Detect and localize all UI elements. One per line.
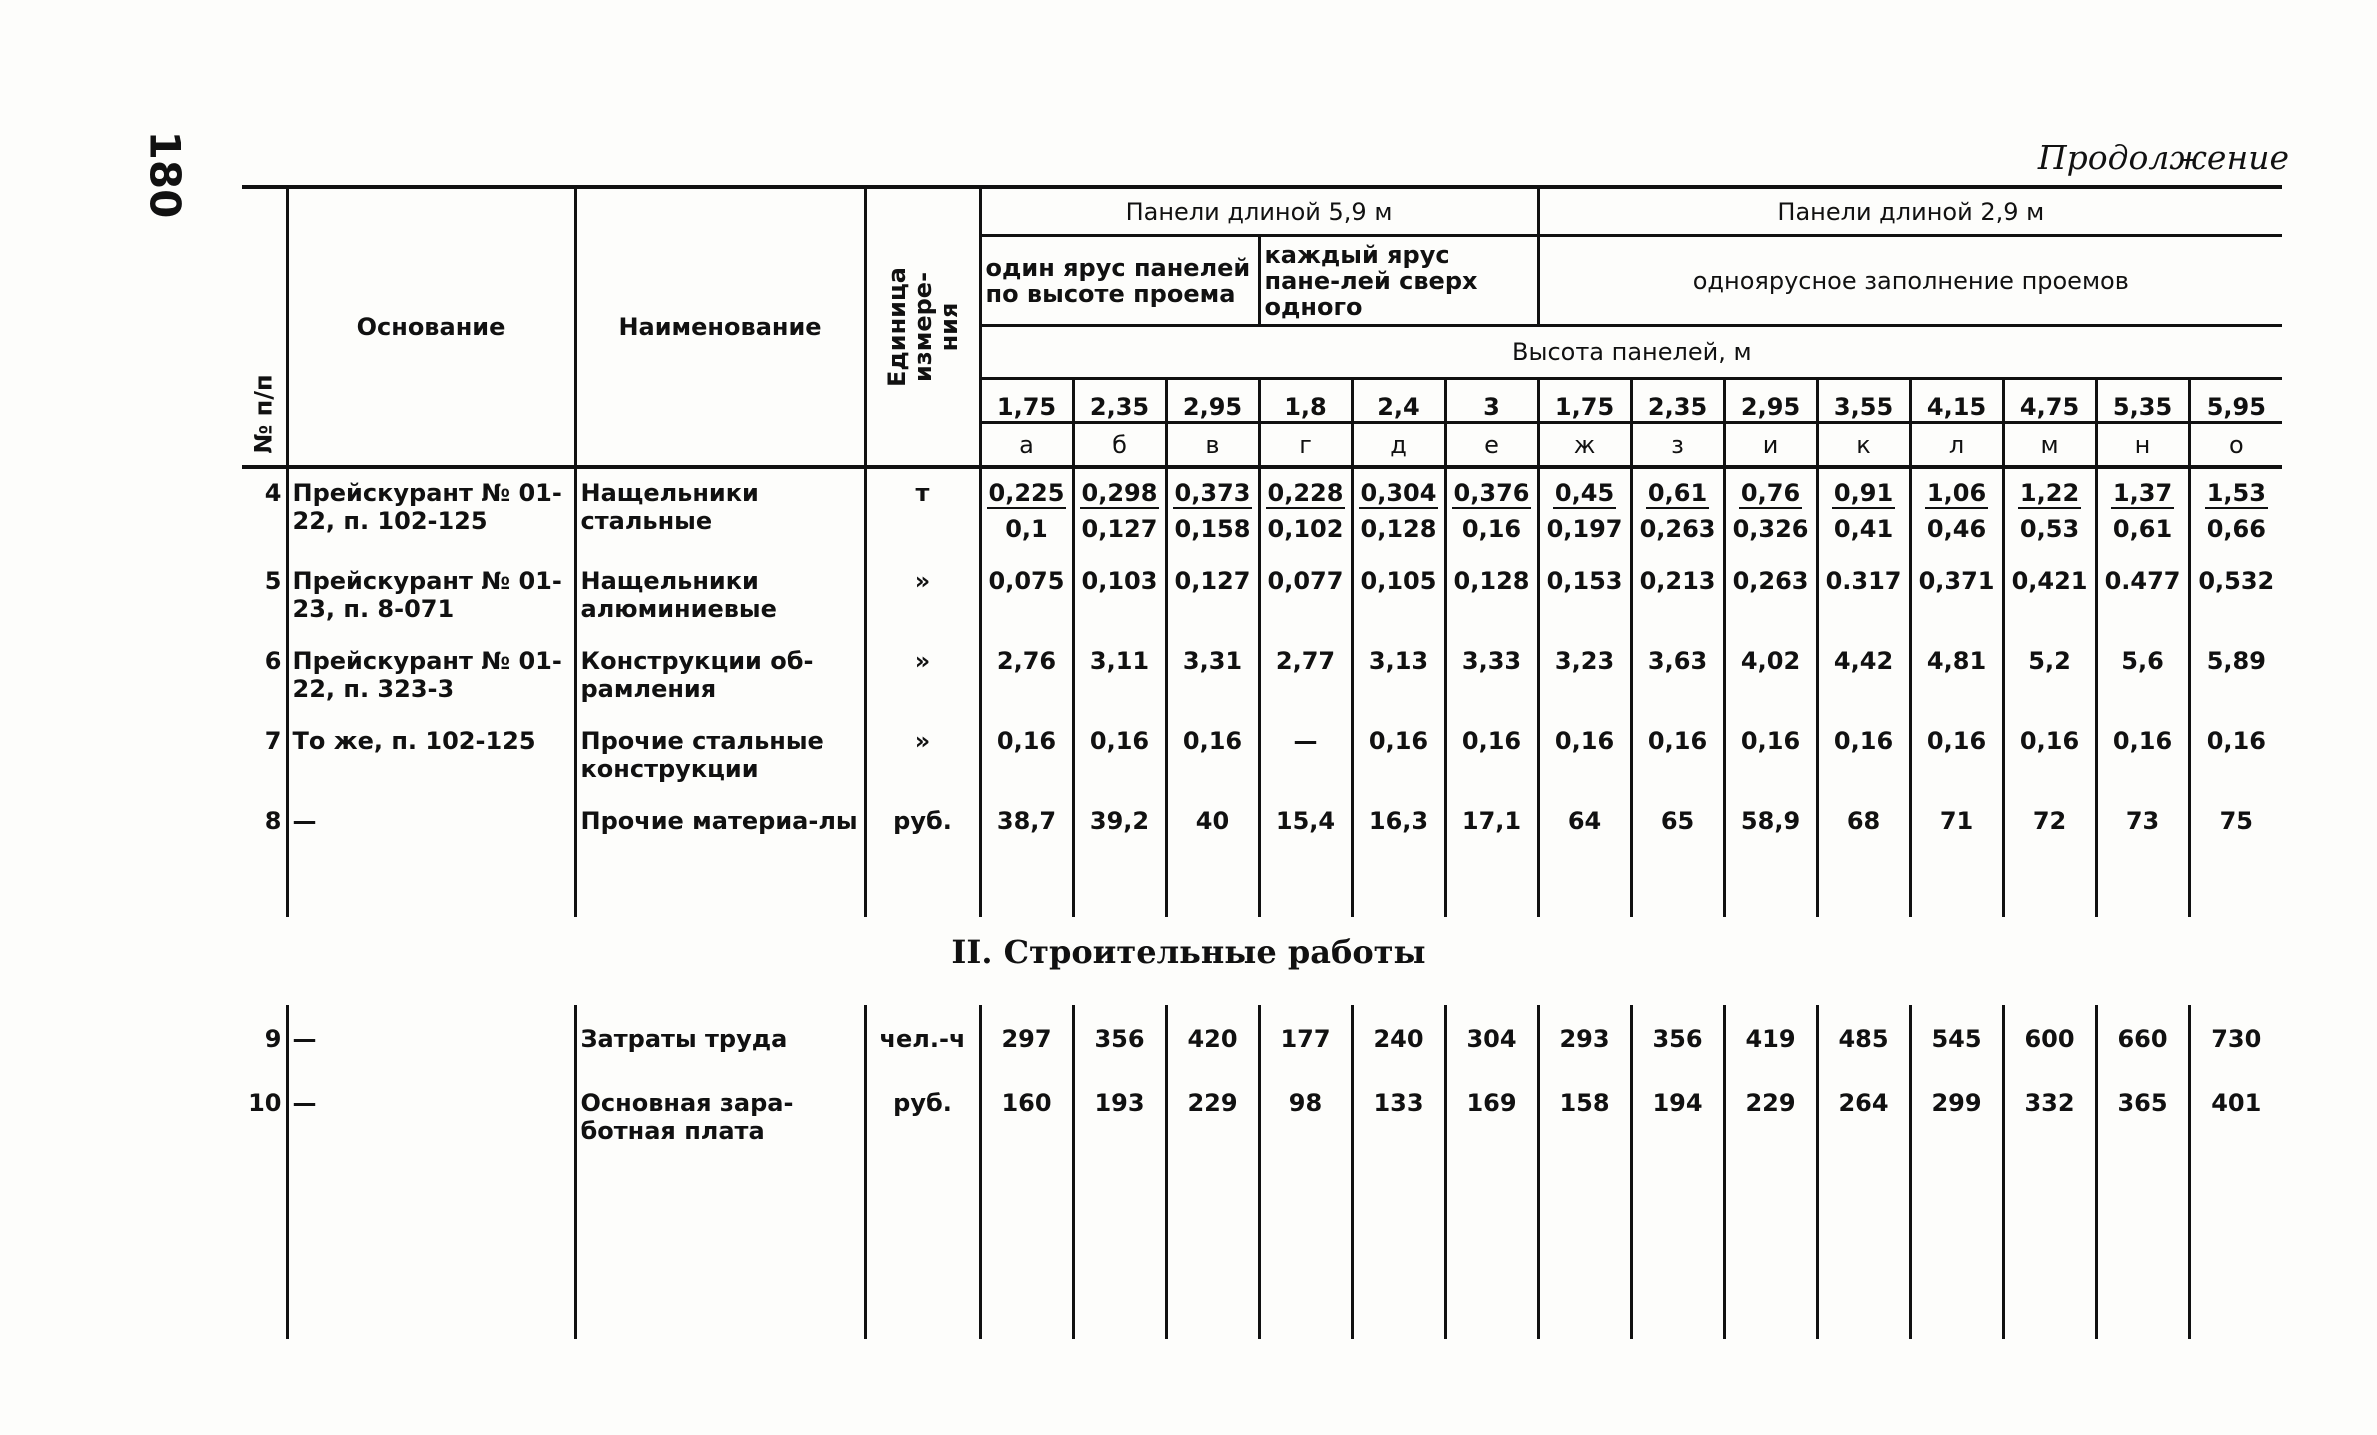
row-value: 0,532 bbox=[2189, 557, 2282, 637]
row-value: 58,9 bbox=[1724, 797, 1817, 917]
height-value: 5,95 bbox=[2189, 378, 2282, 422]
row-basis: То же, п. 102-125 bbox=[287, 717, 575, 797]
row-value-bottom: 0,127 bbox=[1081, 515, 1158, 543]
row-value-top: 1,37 bbox=[2112, 479, 2173, 507]
height-value: 2,95 bbox=[1724, 378, 1817, 422]
row-value-top: 1,06 bbox=[1926, 479, 1987, 507]
row-value: 65 bbox=[1631, 797, 1724, 917]
height-value: 3 bbox=[1445, 378, 1538, 422]
row-value: — bbox=[1259, 717, 1352, 797]
height-value: 1,75 bbox=[980, 378, 1073, 422]
row-value: 0,16 bbox=[1724, 717, 1817, 797]
continuation-label: Продолжение bbox=[2037, 138, 2289, 177]
row-value: 0.477 bbox=[2096, 557, 2189, 637]
row-value: 68 bbox=[1817, 797, 1910, 917]
height-letter: д bbox=[1352, 423, 1445, 467]
row-value: 3,23 bbox=[1538, 637, 1631, 717]
row-value: 0,16 bbox=[2096, 717, 2189, 797]
row-unit: » bbox=[865, 637, 980, 717]
row-value-bottom: 0,16 bbox=[1461, 515, 1522, 543]
row-value: 0,16 bbox=[1910, 717, 2003, 797]
row-value: 3,13 bbox=[1352, 637, 1445, 717]
row-value: 4,42 bbox=[1817, 637, 1910, 717]
row-value: 0,105 bbox=[1352, 557, 1445, 637]
materials-body bbox=[242, 467, 2282, 917]
row-value: 64 bbox=[1538, 797, 1631, 917]
row-name: Конструкции об-рамления bbox=[575, 637, 865, 717]
row-value: 293 bbox=[1538, 1005, 1631, 1069]
row-basis: — bbox=[287, 1005, 575, 1069]
height-letter: о bbox=[2189, 423, 2282, 467]
row-value: 0,263 bbox=[1724, 557, 1817, 637]
header-each-tier: каждый ярус пане-лей сверх одного bbox=[1259, 236, 1538, 326]
header-group-59: Панели длиной 5,9 м bbox=[980, 187, 1538, 236]
row-name: Основная зара-ботная плата bbox=[575, 1069, 865, 1339]
row-value-top: 0,45 bbox=[1554, 479, 1615, 507]
row-value: 485 bbox=[1817, 1005, 1910, 1069]
row-value: 5,6 bbox=[2096, 637, 2189, 717]
height-value: 2,4 bbox=[1352, 378, 1445, 422]
row-value-top: 0,376 bbox=[1453, 479, 1530, 507]
height-letter: г bbox=[1259, 423, 1352, 467]
height-value: 2,35 bbox=[1073, 378, 1166, 422]
header-group-29: Панели длиной 2,9 м bbox=[1538, 187, 2282, 236]
row-value bbox=[980, 467, 1073, 557]
row-value bbox=[1352, 467, 1445, 557]
row-value-top: 1,22 bbox=[2019, 479, 2080, 507]
row-number: 8 bbox=[264, 807, 282, 835]
row-value: 304 bbox=[1445, 1005, 1538, 1069]
row-value: 0.317 bbox=[1817, 557, 1910, 637]
row-unit: т bbox=[865, 467, 980, 557]
row-value bbox=[1259, 467, 1352, 557]
height-value: 4,75 bbox=[2003, 378, 2096, 422]
row-value bbox=[2003, 467, 2096, 557]
height-letter: л bbox=[1910, 423, 2003, 467]
table-row bbox=[242, 637, 2282, 717]
row-value: 71 bbox=[1910, 797, 2003, 917]
row-value: 158 bbox=[1538, 1069, 1631, 1339]
row-name: Прочие материа-лы bbox=[575, 797, 865, 917]
row-number: 10 bbox=[248, 1089, 282, 1117]
row-value: 3,63 bbox=[1631, 637, 1724, 717]
row-value: 38,7 bbox=[980, 797, 1073, 917]
row-value: 72 bbox=[2003, 797, 2096, 917]
row-value-top: 0,304 bbox=[1360, 479, 1437, 507]
row-number: 5 bbox=[264, 567, 282, 595]
header-basis: Основание bbox=[287, 187, 575, 467]
row-value bbox=[1817, 467, 1910, 557]
row-value: 160 bbox=[980, 1069, 1073, 1339]
table-header bbox=[242, 187, 2282, 467]
row-number: 7 bbox=[264, 727, 282, 755]
row-value: 0,16 bbox=[2189, 717, 2282, 797]
row-value-top: 1,53 bbox=[2206, 479, 2266, 507]
height-letter: б bbox=[1073, 423, 1166, 467]
row-value: 0,16 bbox=[1352, 717, 1445, 797]
row-value: 3,31 bbox=[1166, 637, 1259, 717]
row-value: 75 bbox=[2189, 797, 2282, 917]
row-basis: Прейскурант № 01-22, п. 323-3 bbox=[287, 637, 575, 717]
row-value: 0,16 bbox=[980, 717, 1073, 797]
row-value-top: 0,298 bbox=[1081, 479, 1158, 507]
table-row bbox=[242, 717, 2282, 797]
row-value-bottom: 0,41 bbox=[1833, 515, 1894, 543]
row-value bbox=[1073, 467, 1166, 557]
row-value: 356 bbox=[1073, 1005, 1166, 1069]
height-letter: и bbox=[1724, 423, 1817, 467]
row-value: 40 bbox=[1166, 797, 1259, 917]
header-num: № п/п bbox=[242, 187, 287, 467]
works-body bbox=[242, 1005, 2282, 1339]
row-unit: руб. bbox=[865, 1069, 980, 1339]
header-one-tier: один ярус панелей по высоте проема bbox=[980, 236, 1259, 326]
section-title: II. Строительные работы bbox=[951, 933, 1426, 971]
row-value: 660 bbox=[2096, 1005, 2189, 1069]
materials-table bbox=[242, 185, 2282, 917]
row-basis: Прейскурант № 01-23, п. 8-071 bbox=[287, 557, 575, 637]
row-value: 264 bbox=[1817, 1069, 1910, 1339]
row-unit: чел.-ч bbox=[865, 1005, 980, 1069]
height-value: 4,15 bbox=[1910, 378, 2003, 422]
row-value: 0,128 bbox=[1445, 557, 1538, 637]
row-value: 0,127 bbox=[1166, 557, 1259, 637]
row-value: 545 bbox=[1910, 1005, 2003, 1069]
height-value: 3,55 bbox=[1817, 378, 1910, 422]
height-letter: е bbox=[1445, 423, 1538, 467]
row-value: 169 bbox=[1445, 1069, 1538, 1339]
row-value: 0,16 bbox=[1073, 717, 1166, 797]
row-name: Нащельники стальные bbox=[575, 467, 865, 557]
row-value: 3,11 bbox=[1073, 637, 1166, 717]
row-unit: » bbox=[865, 557, 980, 637]
row-value: 98 bbox=[1259, 1069, 1352, 1339]
row-basis: — bbox=[287, 797, 575, 917]
height-letter: з bbox=[1631, 423, 1724, 467]
height-letter: н bbox=[2096, 423, 2189, 467]
height-value: 1,8 bbox=[1259, 378, 1352, 422]
row-value: 16,3 bbox=[1352, 797, 1445, 917]
row-value-bottom: 0,46 bbox=[1926, 515, 1987, 543]
row-value: 5,89 bbox=[2189, 637, 2282, 717]
row-value: 401 bbox=[2189, 1069, 2282, 1339]
height-letter: в bbox=[1166, 423, 1259, 467]
row-name: Затраты труда bbox=[575, 1005, 865, 1069]
row-value bbox=[1538, 467, 1631, 557]
row-value: 17,1 bbox=[1445, 797, 1538, 917]
row-value-bottom: 0,128 bbox=[1360, 515, 1437, 543]
row-value: 2,76 bbox=[980, 637, 1073, 717]
row-value: 0,213 bbox=[1631, 557, 1724, 637]
height-letter: м bbox=[2003, 423, 2096, 467]
row-name: Нащельники алюминиевые bbox=[575, 557, 865, 637]
row-value: 419 bbox=[1724, 1005, 1817, 1069]
row-number: 9 bbox=[264, 1025, 282, 1053]
row-value: 0,16 bbox=[2003, 717, 2096, 797]
row-value-bottom: 0,326 bbox=[1732, 515, 1809, 543]
row-value: 356 bbox=[1631, 1005, 1724, 1069]
row-value: 600 bbox=[2003, 1005, 2096, 1069]
row-value bbox=[2096, 467, 2189, 557]
height-letter: а bbox=[980, 423, 1073, 467]
row-value: 193 bbox=[1073, 1069, 1166, 1339]
row-value: 5,2 bbox=[2003, 637, 2096, 717]
row-value-top: 0,61 bbox=[1647, 479, 1708, 507]
table-row bbox=[242, 557, 2282, 637]
row-unit: руб. bbox=[865, 797, 980, 917]
row-value: 0,153 bbox=[1538, 557, 1631, 637]
height-value: 5,35 bbox=[2096, 378, 2189, 422]
row-value: 229 bbox=[1166, 1069, 1259, 1339]
table-row bbox=[242, 797, 2282, 917]
row-value: 3,33 bbox=[1445, 637, 1538, 717]
row-value: 2,77 bbox=[1259, 637, 1352, 717]
row-value: 0,103 bbox=[1073, 557, 1166, 637]
header-name: Наименование bbox=[575, 187, 865, 467]
table-row bbox=[242, 467, 2282, 557]
row-value-top: 0,225 bbox=[988, 479, 1065, 507]
row-value: 299 bbox=[1910, 1069, 2003, 1339]
header-unit: Единица измере-ния bbox=[865, 187, 980, 467]
row-value: 229 bbox=[1724, 1069, 1817, 1339]
row-value: 4,02 bbox=[1724, 637, 1817, 717]
height-value: 1,75 bbox=[1538, 378, 1631, 422]
row-value-top: 0,91 bbox=[1833, 479, 1894, 507]
table-row bbox=[242, 1005, 2282, 1069]
row-basis: Прейскурант № 01-22, п. 102-125 bbox=[287, 467, 575, 557]
row-value bbox=[1724, 467, 1817, 557]
row-value: 4,81 bbox=[1910, 637, 2003, 717]
row-value: 39,2 bbox=[1073, 797, 1166, 917]
row-value-top: 0,373 bbox=[1174, 479, 1251, 507]
row-value: 332 bbox=[2003, 1069, 2096, 1339]
height-value: 2,95 bbox=[1166, 378, 1259, 422]
row-value-top: 0,228 bbox=[1267, 479, 1344, 507]
row-value-bottom: 0,102 bbox=[1267, 515, 1344, 543]
row-number: 6 bbox=[264, 647, 282, 675]
row-value: 0,16 bbox=[1631, 717, 1724, 797]
row-value: 240 bbox=[1352, 1005, 1445, 1069]
row-value: 194 bbox=[1631, 1069, 1724, 1339]
row-value bbox=[1631, 467, 1724, 557]
row-value: 0,16 bbox=[1817, 717, 1910, 797]
row-name: Прочие стальные конструкции bbox=[575, 717, 865, 797]
height-letter: ж bbox=[1538, 423, 1631, 467]
height-value: 2,35 bbox=[1631, 378, 1724, 422]
row-value: 0,16 bbox=[1445, 717, 1538, 797]
row-value: 73 bbox=[2096, 797, 2189, 917]
row-value: 730 bbox=[2189, 1005, 2282, 1069]
row-value: 420 bbox=[1166, 1005, 1259, 1069]
header-single-tier-fill: одноярусное заполнение проемов bbox=[1538, 236, 2282, 326]
row-value bbox=[2189, 467, 2282, 557]
row-value: 0,077 bbox=[1259, 557, 1352, 637]
row-value-bottom: 0,1 bbox=[1005, 515, 1048, 543]
row-value-bottom: 0,158 bbox=[1174, 515, 1251, 543]
table-row bbox=[242, 1069, 2282, 1339]
row-value: 0,371 bbox=[1910, 557, 2003, 637]
row-value: 365 bbox=[2096, 1069, 2189, 1339]
row-value: 15,4 bbox=[1259, 797, 1352, 917]
row-value-bottom: 0,197 bbox=[1546, 515, 1623, 543]
row-value-bottom: 0,66 bbox=[2206, 515, 2266, 543]
header-panel-height: Высота панелей, м bbox=[980, 325, 2282, 378]
page-number: 180 bbox=[140, 130, 190, 219]
row-value: 177 bbox=[1259, 1005, 1352, 1069]
works-table bbox=[242, 1005, 2282, 1339]
row-value: 297 bbox=[980, 1005, 1073, 1069]
row-unit: » bbox=[865, 717, 980, 797]
row-value-bottom: 0,263 bbox=[1639, 515, 1716, 543]
row-value: 0,075 bbox=[980, 557, 1073, 637]
row-value bbox=[1445, 467, 1538, 557]
height-letter: к bbox=[1817, 423, 1910, 467]
row-value: 0,16 bbox=[1538, 717, 1631, 797]
row-value-bottom: 0,53 bbox=[2019, 515, 2080, 543]
row-value bbox=[1910, 467, 2003, 557]
row-number: 4 bbox=[264, 479, 282, 507]
row-value-bottom: 0,61 bbox=[2112, 515, 2173, 543]
row-basis: — bbox=[287, 1069, 575, 1339]
row-value: 133 bbox=[1352, 1069, 1445, 1339]
row-value: 0,421 bbox=[2003, 557, 2096, 637]
row-value-top: 0,76 bbox=[1740, 479, 1801, 507]
row-value: 0,16 bbox=[1166, 717, 1259, 797]
row-value bbox=[1166, 467, 1259, 557]
